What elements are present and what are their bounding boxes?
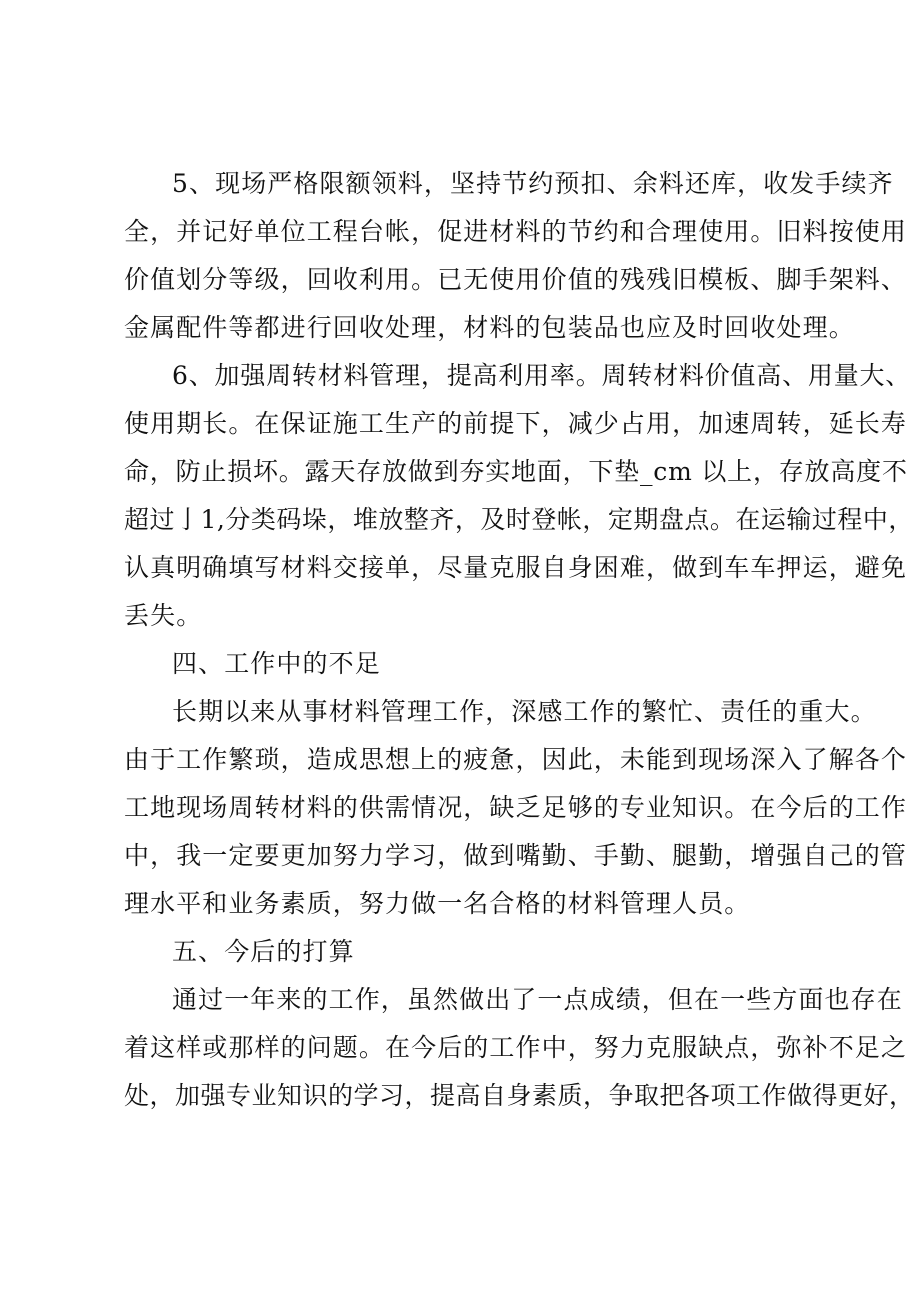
shortcomings-line-3: 工地现场周转材料的供需情况，缺乏足够的专业知识。在今后的工作 — [124, 793, 908, 822]
future-plans-line-1: 通过一年来的工作，虽然做出了一点成绩，但在一些方面也存在 — [172, 985, 903, 1014]
paragraph-5-line-4: 金属配件等都进行回收处理，材料的包装品也应及时回收处理。 — [124, 313, 855, 342]
paragraph-6-line-4: 超过亅1,分类码垛，堆放整齐，及时登帐，定期盘点。在运输过程中， — [124, 505, 914, 534]
paragraph-5-line-1: 5、现场严格限额领料，坚持节约预扣、余料还库，收发手续齐 — [172, 169, 894, 198]
paragraph-5-line-2: 全，并记好单位工程台帐，促进材料的节约和合理使用。旧料按使用 — [124, 217, 908, 246]
paragraph-6-line-6: 丢失。 — [124, 601, 203, 630]
section-heading-shortcomings: 四、工作中的不足 — [172, 649, 381, 678]
future-plans-line-2: 着这样或那样的问题。在今后的工作中，努力克服缺点，弥补不足之 — [124, 1033, 908, 1062]
paragraph-6-line-5: 认真明确填写材料交接单，尽量克服自身困难，做到车车押运，避免 — [124, 553, 908, 582]
paragraph-6-line-3: 命，防止损坏。露天存放做到夯实地面，下垫_cm 以上，存放高度不 — [124, 457, 908, 486]
shortcomings-line-2: 由于工作繁琐，造成思想上的疲惫，因此，未能到现场深入了解各个 — [124, 745, 908, 774]
shortcomings-line-1: 长期以来从事材料管理工作，深感工作的繁忙、责任的重大。 — [172, 697, 877, 726]
paragraph-6-line-1: 6、加强周转材料管理，提高利用率。周转材料价值高、用量大、 — [172, 361, 912, 390]
future-plans-line-3: 处，加强专业知识的学习，提高自身素质，争取把各项工作做得更好， — [124, 1081, 915, 1110]
paragraph-5-line-3: 价值划分等级，回收利用。已无使用价值的残残旧模板、脚手架料、 — [124, 265, 908, 294]
paragraph-6-line-2: 使用期长。在保证施工生产的前提下，减少占用，加速周转，延长寿 — [124, 409, 908, 438]
shortcomings-line-4: 中，我一定要更加努力学习，做到嘴勤、手勤、腿勤，增强自己的管 — [124, 841, 908, 870]
shortcomings-line-5: 理水平和业务素质，努力做一名合格的材料管理人员。 — [124, 889, 751, 918]
section-heading-future-plans: 五、今后的打算 — [172, 937, 355, 966]
